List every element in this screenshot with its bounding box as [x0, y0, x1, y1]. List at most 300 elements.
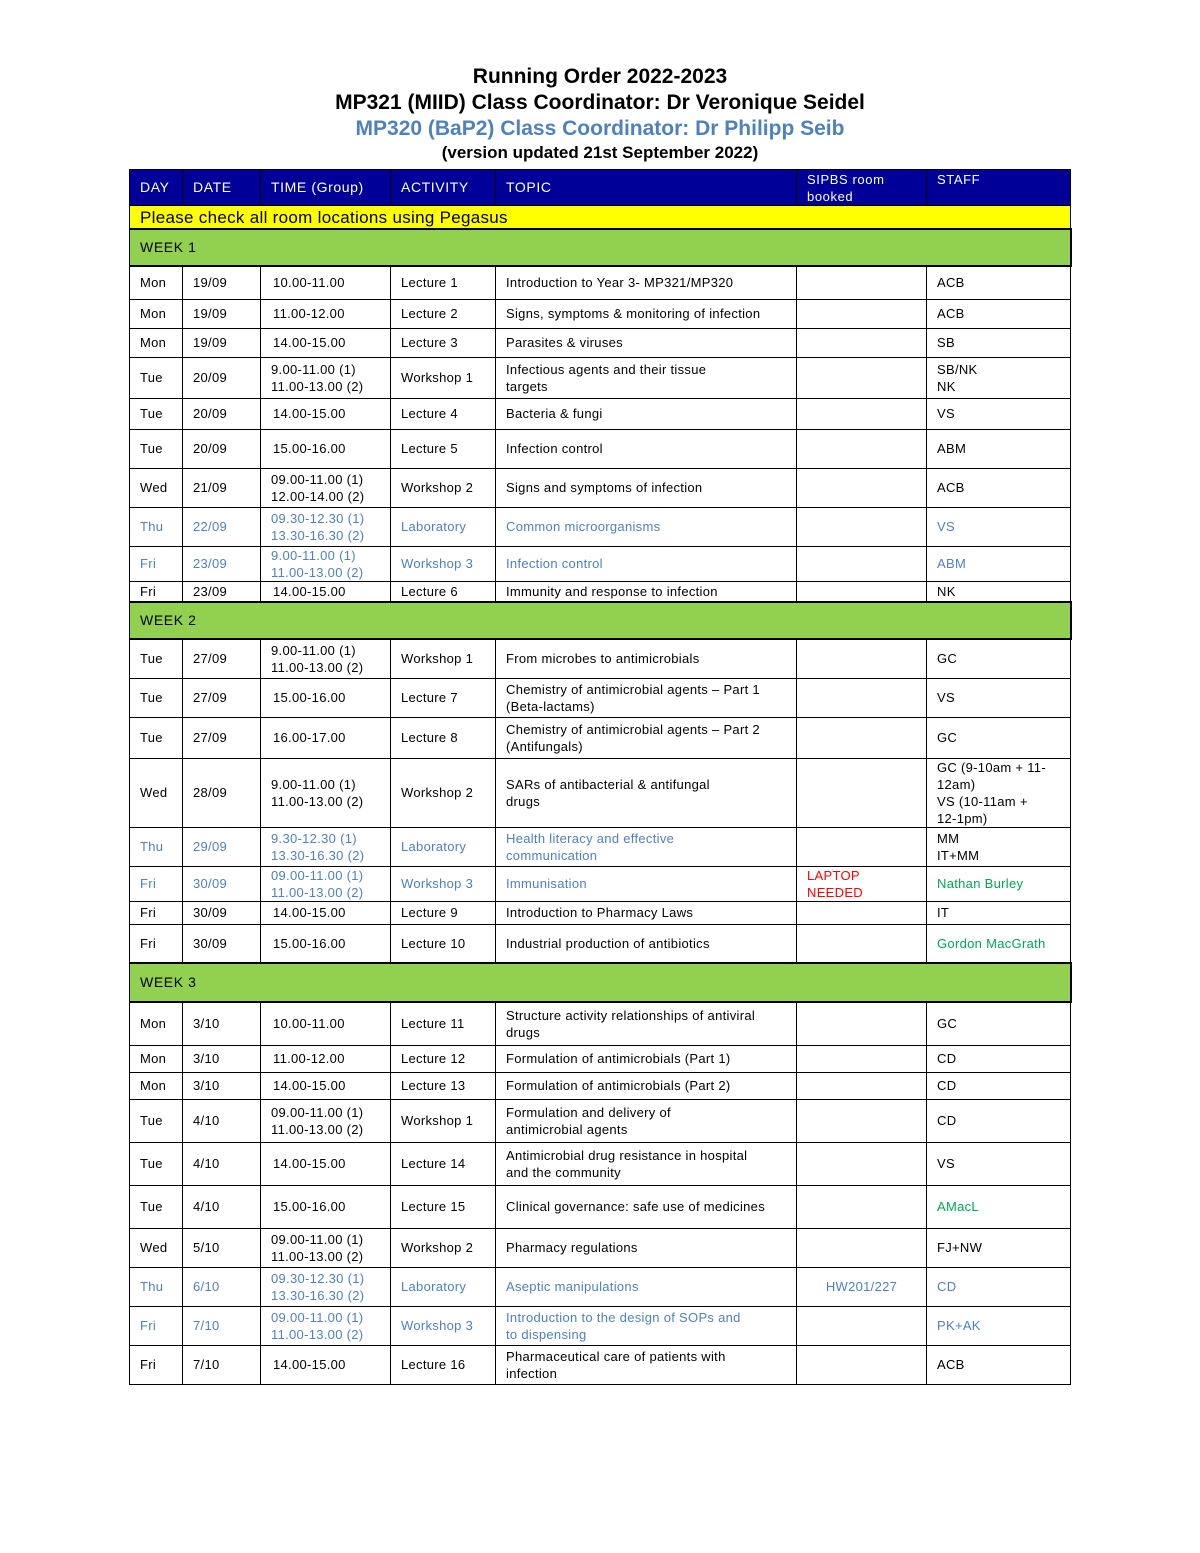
cell-day: Tue — [130, 1142, 183, 1185]
cell-room: HW201/227 — [797, 1267, 927, 1306]
cell-time-line: 14.00-15.00 — [273, 335, 346, 350]
cell-room — [797, 1099, 927, 1142]
table-row — [130, 1267, 1071, 1306]
cell-time-line: 11.00-13.00 (2) — [271, 564, 364, 580]
cell-staff-line: ABM — [937, 441, 967, 456]
cell-topic — [496, 507, 797, 546]
cell-activity: Workshop 2 — [391, 468, 496, 507]
cell-topic — [496, 866, 797, 901]
table-row — [130, 1185, 1071, 1228]
cell-topic-line: Parasites & viruses — [506, 335, 623, 350]
cell-room — [797, 357, 927, 398]
cell-room — [797, 639, 927, 678]
cell-topic-line: Infectious agents and their tissue — [506, 361, 707, 377]
cell-staff-line: GC — [937, 1016, 958, 1032]
cell-activity: Workshop 3 — [391, 866, 496, 901]
table-row — [130, 639, 1071, 678]
cell-date: 19/09 — [183, 299, 261, 328]
cell-date: 19/09 — [183, 328, 261, 357]
cell-time-line: 11.00-13.00 (2) — [271, 1248, 364, 1264]
cell-day: Mon — [130, 266, 183, 299]
cell-time — [261, 1267, 391, 1306]
cell-staff — [927, 1185, 1071, 1228]
week-header-row — [130, 602, 1071, 639]
cell-staff — [927, 827, 1071, 866]
cell-activity: Workshop 1 — [391, 639, 496, 678]
cell-activity: Lecture 2 — [391, 299, 496, 328]
cell-day: Tue — [130, 398, 183, 429]
cell-room — [797, 1072, 927, 1099]
cell-time-line: 9.30-12.30 (1) — [271, 830, 357, 846]
col-header-room: SIPBS room booked — [797, 170, 927, 206]
cell-activity: Lecture 13 — [391, 1072, 496, 1099]
cell-activity: Workshop 1 — [391, 357, 496, 398]
cell-date: 4/10 — [183, 1099, 261, 1142]
cell-date: 21/09 — [183, 468, 261, 507]
cell-time-line: 10.00-11.00 — [273, 275, 345, 291]
cell-topic-line: Common microorganisms — [506, 519, 661, 534]
cell-topic — [496, 1228, 797, 1267]
cell-staff-line: MM — [937, 830, 960, 846]
cell-staff-line: Nathan Burley — [937, 876, 1024, 891]
cell-activity: Lecture 11 — [391, 1002, 496, 1045]
cell-topic — [496, 678, 797, 717]
cell-time-line: 14.00-15.00 — [273, 1156, 346, 1171]
cell-time — [261, 924, 391, 963]
cell-topic-line: Introduction to Year 3- MP321/MP320 — [506, 275, 734, 291]
cell-time — [261, 1228, 391, 1267]
cell-activity: Lecture 4 — [391, 398, 496, 429]
cell-date: 20/09 — [183, 429, 261, 468]
cell-day: Tue — [130, 639, 183, 678]
cell-topic-line: antimicrobial agents — [506, 1121, 628, 1137]
cell-topic-line: From microbes to antimicrobials — [506, 651, 700, 667]
cell-time-line: 11.00-13.00 (2) — [271, 793, 364, 809]
cell-activity: Workshop 1 — [391, 1099, 496, 1142]
table-row — [130, 266, 1071, 299]
cell-staff-line: CD — [937, 1279, 957, 1294]
table-row — [130, 546, 1071, 581]
cell-staff-line: CD — [937, 1078, 957, 1093]
cell-time-line: 11.00-13.00 (2) — [271, 1121, 364, 1137]
cell-activity: Laboratory — [391, 507, 496, 546]
cell-staff — [927, 1099, 1071, 1142]
cell-day: Fri — [130, 546, 183, 581]
cell-activity: Lecture 9 — [391, 901, 496, 924]
cell-topic-line: targets — [506, 378, 548, 394]
cell-room — [797, 1045, 927, 1072]
cell-activity: Lecture 3 — [391, 328, 496, 357]
cell-topic-line: Introduction to Pharmacy Laws — [506, 905, 694, 920]
table-row — [130, 468, 1071, 507]
cell-topic — [496, 1099, 797, 1142]
cell-topic — [496, 398, 797, 429]
cell-time-line: 09.00-11.00 (1) — [271, 1231, 364, 1247]
cell-topic — [496, 357, 797, 398]
cell-staff-line: GC (9-10am + 11- — [937, 759, 1046, 775]
cell-time — [261, 678, 391, 717]
cell-room — [797, 1142, 927, 1185]
cell-staff — [927, 468, 1071, 507]
cell-time-line: 15.00-16.00 — [273, 1199, 346, 1214]
cell-time-line: 09.00-11.00 (1) — [271, 867, 364, 883]
cell-staff — [927, 357, 1071, 398]
cell-activity: Lecture 1 — [391, 266, 496, 299]
cell-topic-line: Signs and symptoms of infection — [506, 480, 703, 495]
version-note: (version updated 21st September 2022) — [441, 143, 759, 162]
cell-activity: Lecture 6 — [391, 581, 496, 602]
cell-staff-line: VS — [937, 519, 955, 534]
document-header — [0, 64, 1200, 164]
cell-room — [797, 546, 927, 581]
cell-topic — [496, 266, 797, 299]
cell-date: 30/09 — [183, 901, 261, 924]
col-header-day: DAY — [130, 170, 183, 206]
cell-day: Tue — [130, 429, 183, 468]
cell-day: Fri — [130, 581, 183, 602]
cell-room — [797, 581, 927, 602]
cell-staff-line: CD — [937, 1051, 957, 1066]
cell-day: Mon — [130, 299, 183, 328]
cell-topic — [496, 924, 797, 963]
cell-room — [797, 468, 927, 507]
cell-day: Wed — [130, 1228, 183, 1267]
col-header-topic: TOPIC — [496, 170, 797, 206]
cell-date: 30/09 — [183, 866, 261, 901]
cell-time — [261, 827, 391, 866]
cell-staff — [927, 1002, 1071, 1045]
cell-activity: Lecture 15 — [391, 1185, 496, 1228]
cell-time — [261, 758, 391, 827]
cell-topic-line: drugs — [506, 793, 541, 809]
cell-topic — [496, 717, 797, 758]
cell-staff-line: FJ+NW — [937, 1240, 983, 1255]
cell-topic-line: Infection control — [506, 441, 603, 456]
cell-staff-line: ACB — [937, 306, 965, 321]
cell-staff-line: VS (10-11am + — [937, 793, 1028, 809]
cell-time-line: 09.00-11.00 (1) — [271, 1104, 364, 1120]
cell-time-line: 09.30-12.30 (1) — [271, 1270, 365, 1286]
week-label: WEEK 2 — [130, 602, 1071, 639]
cell-staff — [927, 328, 1071, 357]
cell-time — [261, 357, 391, 398]
cell-staff-line: GC — [937, 651, 958, 667]
table-row — [130, 924, 1071, 963]
cell-time — [261, 1345, 391, 1384]
cell-room — [797, 827, 927, 866]
cell-time — [261, 266, 391, 299]
cell-room — [797, 758, 927, 827]
cell-room — [797, 1228, 927, 1267]
cell-staff — [927, 429, 1071, 468]
cell-staff-line: IT — [937, 905, 950, 920]
cell-topic-line: Signs, symptoms & monitoring of infection — [506, 306, 761, 321]
cell-topic-line: Chemistry of antimicrobial agents – Part 1 — [506, 681, 760, 697]
table-row — [130, 507, 1071, 546]
cell-topic-line: Clinical governance: safe use of medicines — [506, 1199, 766, 1214]
cell-staff — [927, 901, 1071, 924]
cell-time-line: 12.00-14.00 (2) — [271, 488, 365, 504]
cell-room: LAPTOP NEEDED — [797, 866, 927, 901]
cell-staff-line: GC — [937, 730, 958, 745]
cell-day: Mon — [130, 1072, 183, 1099]
cell-time — [261, 581, 391, 602]
cell-activity: Lecture 5 — [391, 429, 496, 468]
cell-topic-line: Pharmaceutical care of patients with — [506, 1348, 726, 1364]
cell-time — [261, 1045, 391, 1072]
table-row — [130, 1072, 1071, 1099]
cell-time-line: 13.30-16.30 (2) — [271, 1287, 365, 1303]
cell-date: 4/10 — [183, 1142, 261, 1185]
cell-day: Mon — [130, 1002, 183, 1045]
cell-topic — [496, 546, 797, 581]
cell-topic-line: Immunisation — [506, 876, 587, 891]
cell-topic-line: Antimicrobial drug resistance in hospital — [506, 1147, 748, 1163]
cell-staff — [927, 581, 1071, 602]
cell-time-line: 09.00-11.00 (1) — [271, 1309, 364, 1325]
cell-topic — [496, 1072, 797, 1099]
cell-activity: Workshop 2 — [391, 758, 496, 827]
cell-staff — [927, 1142, 1071, 1185]
cell-staff-line: 12-1pm) — [937, 810, 988, 826]
cell-topic-line: Pharmacy regulations — [506, 1240, 638, 1255]
mp320-coordinator: MP320 (BaP2) Class Coordinator: Dr Philipp Seib — [355, 117, 845, 140]
cell-time — [261, 1142, 391, 1185]
cell-topic — [496, 1142, 797, 1185]
cell-time-line: 16.00-17.00 — [273, 730, 346, 745]
cell-staff-line: ACB — [937, 275, 965, 291]
table-row — [130, 357, 1071, 398]
cell-room — [797, 1002, 927, 1045]
cell-time-line: 14.00-15.00 — [273, 583, 346, 599]
cell-room — [797, 429, 927, 468]
cell-date: 7/10 — [183, 1306, 261, 1345]
cell-date: 27/09 — [183, 717, 261, 758]
cell-staff — [927, 398, 1071, 429]
cell-day: Fri — [130, 924, 183, 963]
cell-staff — [927, 299, 1071, 328]
cell-activity: Lecture 12 — [391, 1045, 496, 1072]
cell-staff-line: ABM — [937, 556, 967, 571]
cell-time-line: 9.00-11.00 (1) — [271, 547, 356, 563]
week-header-row — [130, 963, 1071, 1002]
cell-staff — [927, 507, 1071, 546]
cell-topic — [496, 1045, 797, 1072]
table-row — [130, 758, 1071, 827]
table-body — [130, 170, 1071, 1385]
cell-activity: Workshop 3 — [391, 1306, 496, 1345]
cell-staff-line: SB — [937, 335, 955, 350]
cell-staff — [927, 266, 1071, 299]
cell-staff — [927, 1228, 1071, 1267]
cell-topic-line: Structure activity relationships of antiviral — [506, 1007, 756, 1023]
cell-date: 3/10 — [183, 1072, 261, 1099]
cell-staff — [927, 546, 1071, 581]
cell-time — [261, 1072, 391, 1099]
cell-activity: Workshop 2 — [391, 1228, 496, 1267]
cell-time-line: 13.30-16.30 (2) — [271, 847, 365, 863]
cell-time — [261, 866, 391, 901]
cell-day: Thu — [130, 827, 183, 866]
cell-time-line: 9.00-11.00 (1) — [271, 361, 356, 377]
cell-topic-line: Aseptic manipulations — [506, 1279, 639, 1294]
cell-time-line: 11.00-13.00 (2) — [271, 378, 364, 394]
cell-topic — [496, 1345, 797, 1384]
table-row — [130, 1099, 1071, 1142]
cell-room — [797, 328, 927, 357]
cell-activity: Lecture 7 — [391, 678, 496, 717]
cell-topic-line: infection — [506, 1365, 558, 1381]
cell-topic-line: (Antifungals) — [506, 738, 583, 754]
cell-time-line: 11.00-12.00 — [273, 306, 345, 321]
cell-day: Mon — [130, 328, 183, 357]
document-title: Running Order 2022-2023 — [472, 65, 728, 88]
cell-staff-line: IT+MM — [937, 847, 980, 863]
cell-topic — [496, 1002, 797, 1045]
cell-staff — [927, 1072, 1071, 1099]
cell-room — [797, 717, 927, 758]
cell-time-line: 14.00-15.00 — [273, 905, 346, 920]
cell-topic — [496, 468, 797, 507]
cell-time — [261, 546, 391, 581]
cell-time — [261, 429, 391, 468]
cell-topic-line: Formulation of antimicrobials (Part 1) — [506, 1051, 731, 1066]
cell-topic — [496, 1306, 797, 1345]
cell-staff-line: ACB — [937, 1357, 965, 1372]
cell-day: Fri — [130, 901, 183, 924]
cell-day: Thu — [130, 1267, 183, 1306]
cell-time — [261, 717, 391, 758]
table-row — [130, 581, 1071, 602]
cell-day: Tue — [130, 1099, 183, 1142]
cell-activity: Laboratory — [391, 1267, 496, 1306]
cell-room — [797, 398, 927, 429]
cell-date: 29/09 — [183, 827, 261, 866]
col-header-activity: ACTIVITY — [391, 170, 496, 206]
cell-time-line: 9.00-11.00 (1) — [271, 776, 356, 792]
cell-date: 23/09 — [183, 546, 261, 581]
cell-topic — [496, 328, 797, 357]
cell-topic-line: to dispensing — [506, 1326, 587, 1342]
cell-staff-line: VS — [937, 1156, 955, 1171]
cell-time — [261, 1185, 391, 1228]
cell-topic-line: drugs — [506, 1024, 541, 1040]
cell-time — [261, 901, 391, 924]
cell-topic — [496, 1185, 797, 1228]
cell-date: 6/10 — [183, 1267, 261, 1306]
cell-topic-line: Health literacy and effective — [506, 830, 675, 846]
cell-staff-line: AMacL — [937, 1199, 979, 1214]
cell-day: Fri — [130, 1345, 183, 1384]
cell-topic — [496, 1267, 797, 1306]
cell-topic — [496, 758, 797, 827]
cell-staff — [927, 678, 1071, 717]
table-row — [130, 827, 1071, 866]
cell-room — [797, 507, 927, 546]
table-row — [130, 1345, 1071, 1384]
cell-topic-line: and the community — [506, 1164, 621, 1180]
cell-time — [261, 639, 391, 678]
cell-topic-line: Introduction to the design of SOPs and — [506, 1309, 741, 1325]
cell-day: Thu — [130, 507, 183, 546]
cell-staff — [927, 758, 1071, 827]
cell-day: Tue — [130, 357, 183, 398]
cell-topic-line: (Beta-lactams) — [506, 698, 595, 714]
cell-time-line: 11.00-13.00 (2) — [271, 1326, 364, 1342]
cell-time — [261, 328, 391, 357]
cell-staff-line: 12am) — [937, 776, 976, 792]
cell-date: 7/10 — [183, 1345, 261, 1384]
cell-topic-line: Bacteria & fungi — [506, 406, 603, 421]
cell-day: Tue — [130, 717, 183, 758]
cell-day: Tue — [130, 1185, 183, 1228]
cell-time — [261, 398, 391, 429]
cell-time — [261, 507, 391, 546]
cell-topic — [496, 581, 797, 602]
table-row — [130, 1228, 1071, 1267]
cell-topic-line: Formulation of antimicrobials (Part 2) — [506, 1078, 731, 1093]
table-row — [130, 901, 1071, 924]
cell-time — [261, 1306, 391, 1345]
cell-topic-line: Immunity and response to infection — [506, 583, 718, 599]
col-header-time: TIME (Group) — [261, 170, 391, 206]
cell-staff-line: NK — [937, 583, 956, 599]
cell-room — [797, 901, 927, 924]
cell-topic-line: communication — [506, 847, 598, 863]
cell-time-line: 11.00-13.00 (2) — [271, 659, 364, 675]
cell-activity: Lecture 16 — [391, 1345, 496, 1384]
cell-day: Fri — [130, 1306, 183, 1345]
cell-topic — [496, 639, 797, 678]
col-header-staff: STAFF — [927, 170, 1071, 206]
cell-staff — [927, 1345, 1071, 1384]
cell-activity: Workshop 3 — [391, 546, 496, 581]
cell-date: 4/10 — [183, 1185, 261, 1228]
cell-staff — [927, 717, 1071, 758]
table-row — [130, 1045, 1071, 1072]
cell-staff — [927, 1306, 1071, 1345]
table-row — [130, 299, 1071, 328]
cell-topic-line: SARs of antibacterial & antifungal — [506, 776, 710, 792]
cell-date: 3/10 — [183, 1002, 261, 1045]
cell-day: Tue — [130, 678, 183, 717]
cell-date: 22/09 — [183, 507, 261, 546]
cell-activity: Lecture 8 — [391, 717, 496, 758]
cell-date: 30/09 — [183, 924, 261, 963]
cell-time-line: 15.00-16.00 — [273, 690, 346, 705]
cell-date: 19/09 — [183, 266, 261, 299]
cell-room — [797, 924, 927, 963]
cell-topic-line: Infection control — [506, 556, 603, 571]
cell-room — [797, 1345, 927, 1384]
cell-time-line: 14.00-15.00 — [273, 1078, 346, 1093]
cell-staff-line: VS — [937, 406, 955, 421]
table-row — [130, 866, 1071, 901]
cell-staff-line: VS — [937, 690, 955, 705]
cell-room — [797, 299, 927, 328]
cell-time-line: 11.00-12.00 — [273, 1051, 345, 1066]
cell-time-line: 09.30-12.30 (1) — [271, 510, 365, 526]
cell-date: 20/09 — [183, 357, 261, 398]
cell-time — [261, 468, 391, 507]
cell-time-line: 9.00-11.00 (1) — [271, 642, 356, 658]
table-row — [130, 429, 1071, 468]
cell-time-line: 10.00-11.00 — [273, 1016, 345, 1032]
cell-time — [261, 299, 391, 328]
cell-topic — [496, 299, 797, 328]
cell-day: Mon — [130, 1045, 183, 1072]
notice-row — [130, 206, 1071, 230]
